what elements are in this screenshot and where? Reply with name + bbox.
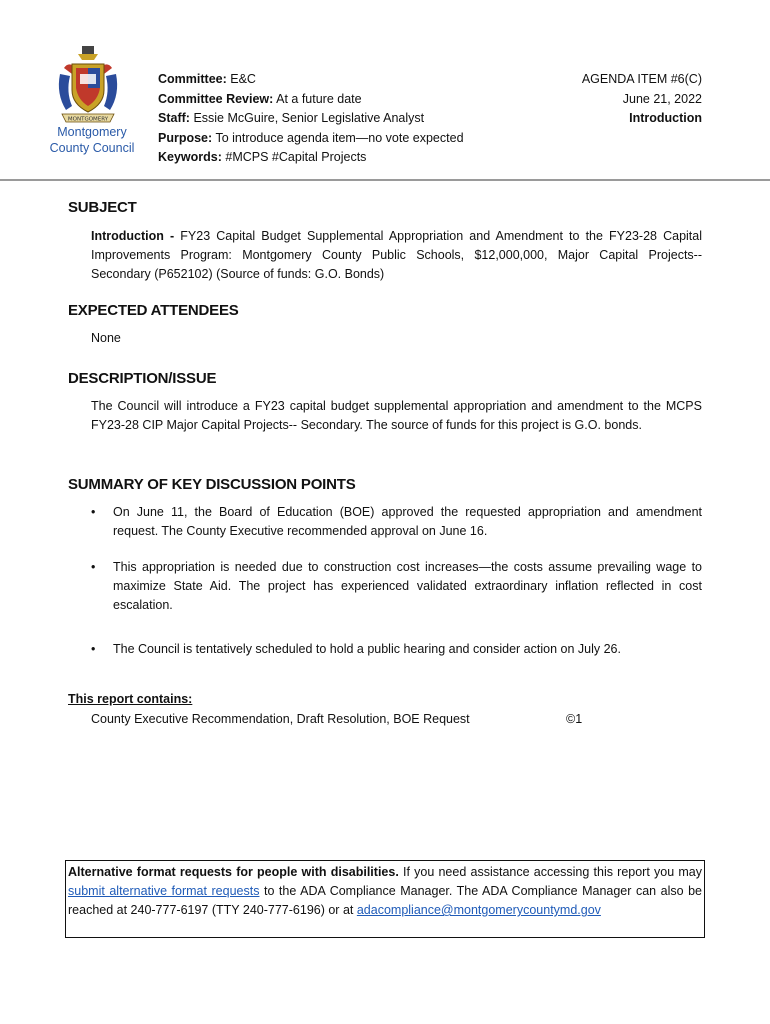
council-name	[40, 124, 144, 156]
staff-line: Staff: Essie McGuire, Senior Legislative Analyst	[158, 111, 425, 125]
summary-heading: SUMMARY OF KEY DISCUSSION POINTS	[68, 476, 356, 493]
description-heading: DESCRIPTION/ISSUE	[68, 370, 217, 387]
report-contains-label: This report contains:	[68, 692, 193, 706]
subject-heading: SUBJECT	[68, 199, 137, 216]
bullet-icon: •	[91, 505, 96, 519]
attendees-heading: EXPECTED ATTENDEES	[68, 302, 239, 319]
list-item: • This appropriation is needed due to construction cost increases—the costs assume prevailing wage to maximize State Aid. The project has experienced validated extraordinary inflation reflected in cost escalation.	[91, 560, 702, 612]
attendees-text: None	[91, 331, 121, 345]
report-contains-items: County Executive Recommendation, Draft Resolution, BOE Request	[91, 712, 470, 726]
review-line: Committee Review: At a future date	[158, 91, 362, 106]
header-divider	[0, 179, 770, 181]
ada-email-link[interactable]: adacompliance@montgomerycountymd.gov	[356, 903, 601, 917]
alternative-format-link[interactable]: submit alternative format requests	[68, 884, 260, 898]
agenda-date: June 21, 2022	[622, 91, 702, 106]
council-name-line2: County Council	[49, 141, 135, 155]
ada-notice-box: Alternative format requests for people with disabilities. If you need assistance accessing this report you may submit alternative format requests to the ADA Compliance Manager. The ADA Compliance Manager can also be reached at 240-777-6197 (TTY 240-777-6196) or at adacompliance@montgomerycountymd.gov	[65, 860, 705, 938]
list-item: • On June 11, the Board of Education (BOE) approved the requested appropriation and amendment request. The County Executive recommended approval on June 16.	[91, 505, 702, 538]
ada-lead: Alternative format requests for people with disabilities.	[68, 865, 399, 879]
agenda-type: Introduction	[629, 111, 702, 125]
committee-line: Committee: E&C	[158, 72, 256, 86]
committee-meta	[158, 70, 464, 168]
keywords-line: Keywords: #MCPS #Capital Projects	[158, 150, 367, 164]
agenda-item-number: AGENDA ITEM #6(C)	[581, 72, 702, 86]
report-contains-page: ©1	[566, 712, 583, 726]
bullet-icon: •	[91, 560, 96, 574]
list-item: • The Council is tentatively scheduled to hold a public hearing and consider action on July 26.	[91, 640, 702, 659]
seal-ribbon-text: MONTGOMERY	[67, 116, 109, 123]
county-seal-icon	[54, 44, 122, 130]
agenda-block	[582, 70, 702, 129]
purpose-line: Purpose: To introduce agenda item—no vote expected	[158, 130, 464, 145]
council-name-line1: Montgomery	[57, 125, 127, 139]
subject-text: Introduction - FY23 Capital Budget Supplemental Appropriation and Amendment to the FY23-28 Capital Improvements Program: Montgomery County Public Schools, $12,000,000, Major Capital Projects-- Secondary (P652102) (Source of funds: G.O. Bonds)	[91, 229, 702, 281]
bullet-icon: •	[91, 642, 96, 656]
description-text: The Council will introduce a FY23 capital budget supplemental appropriation and amendment to the MCPS FY23-28 CIP Major Capital Projects-- Secondary. The source of funds for this project is G.O. bonds.	[91, 399, 702, 432]
